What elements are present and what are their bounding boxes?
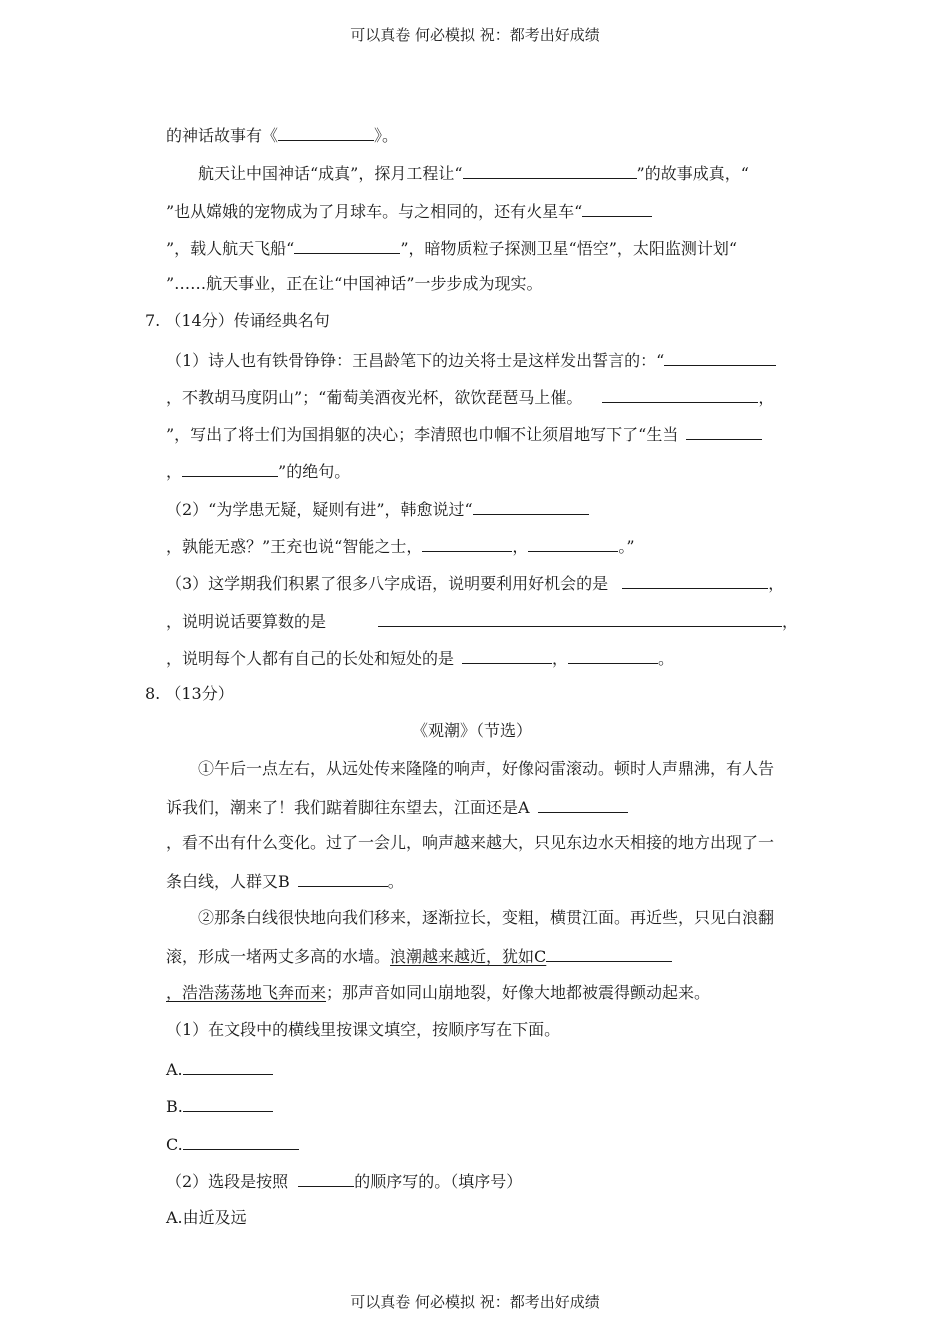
- q7-part1-text: ，: [166, 462, 183, 481]
- q7-part2-line2: [166, 535, 635, 557]
- passage-line: ，看不出有什么变化。过了一会儿，响声越来越大，只见东边水天相接的地方出现了一: [166, 833, 775, 852]
- answer-blank[interactable]: [182, 460, 278, 477]
- q6-line-5-text: ”……航天事业，正在让“中国神话”一步步成为现实。: [166, 274, 543, 293]
- q6-line-4-text: ”，载人航天飞船“: [166, 239, 295, 258]
- q7-part2-end: 。”: [618, 537, 635, 556]
- answer-blank-a[interactable]: [538, 796, 628, 813]
- q7-part1-text: （1）诗人也有铁骨铮铮：王昌龄笔下的边关将士是这样发出誓言的：“: [166, 351, 665, 370]
- passage-text-end: 。: [387, 872, 404, 891]
- q7-part3-comma: ，: [552, 649, 569, 668]
- q6-line-5: [166, 274, 543, 294]
- answer-blank[interactable]: [378, 610, 782, 627]
- passage-line: [166, 870, 404, 892]
- passage-line: [166, 983, 710, 1003]
- q6-line-2: [198, 162, 749, 184]
- q7-part2-text: ，孰能无惑？”王充也说“智能之士，: [166, 537, 423, 556]
- answer-blank[interactable]: [582, 200, 652, 217]
- q7-part3-text: （3）这学期我们积累了很多八字成语，说明要利用好机会的是: [166, 574, 609, 593]
- underlined-text: 浪潮越来越近，犹如C: [390, 947, 547, 966]
- answer-blank[interactable]: [568, 647, 658, 664]
- q8-part2-text: （2）选段是按照: [166, 1172, 289, 1191]
- q7-part1-end: ”的绝句。: [278, 462, 351, 481]
- q7-part1-comma: ，: [758, 388, 775, 407]
- q7-part3-line2: [166, 610, 798, 632]
- q6-line-3-text: ”也从嫦娥的宠物成为了月球车。与之相同的，还有火星车“: [166, 202, 583, 221]
- q6-line-2-end: ”的故事成真，“: [636, 164, 749, 183]
- q7-part1-line4: [166, 460, 350, 482]
- passage-line: [166, 945, 672, 967]
- answer-blank[interactable]: [473, 498, 589, 515]
- answer-blank[interactable]: [602, 386, 758, 403]
- answer-blank[interactable]: [664, 349, 776, 366]
- q7-part3-end: 。: [658, 649, 675, 668]
- passage-text: 滚，形成一堵两丈多高的水墙。: [166, 947, 391, 966]
- answer-blank-b[interactable]: [298, 870, 388, 887]
- answer-blank[interactable]: [462, 647, 552, 664]
- q7-part2-line1: [166, 498, 589, 520]
- page-footer: 可以真卷 何必模拟 祝：都考出好成绩: [350, 1293, 600, 1311]
- q7-title: 7. （14分）传诵经典名句: [145, 311, 330, 330]
- q7-part3-text: ，说明说话要算数的是: [166, 612, 327, 631]
- option-label-c: C.: [166, 1135, 183, 1154]
- passage-line: ①午后一点左右，从远处传来隆隆的响声，好像闷雷滚动。顿时人声鼎沸，有人告: [198, 759, 775, 778]
- q6-line-4: [166, 237, 737, 259]
- q8-answer-b: [166, 1095, 273, 1117]
- q8-part2-prompt: [166, 1170, 522, 1192]
- q7-part1-line1: [166, 349, 776, 371]
- q7-part3-comma: ，: [782, 612, 799, 631]
- passage-text: 诉我们，潮来了！我们踮着脚往东望去，江面还是A: [166, 798, 530, 817]
- q7-part1-text: ”，写出了将士们为国捐躯的决心；李清照也巾帼不让须眉地写下了“生当: [166, 425, 679, 444]
- answer-field-b[interactable]: [183, 1095, 273, 1112]
- q6-line-1-text: 的神话故事有《: [166, 126, 279, 145]
- option-label-a: A.: [166, 1060, 183, 1079]
- q7-part2-comma: ，: [512, 537, 529, 556]
- passage-title: 《观潮》（节选）: [412, 721, 533, 740]
- q7-part3-comma: ，: [768, 574, 785, 593]
- answer-field-a[interactable]: [183, 1058, 273, 1075]
- passage-text: 条白线，人群又B: [166, 872, 290, 891]
- q7-part3-line1: [166, 572, 784, 594]
- q6-line-1-end: 》。: [374, 126, 399, 145]
- answer-field-c[interactable]: [183, 1133, 299, 1150]
- q7-part2-text: （2）“为学患无疑，疑则有进”，韩愈说过“: [166, 500, 473, 519]
- q8-part2-end: 的顺序写的。（填序号）: [354, 1172, 523, 1191]
- answer-blank[interactable]: [294, 237, 400, 254]
- page-header: 可以真卷 何必模拟 祝：都考出好成绩: [350, 26, 600, 44]
- answer-blank[interactable]: [422, 535, 512, 552]
- q8-title: 8. （13分）: [145, 684, 234, 703]
- q8-answer-c: [166, 1133, 299, 1155]
- q6-line-3: [166, 200, 652, 222]
- choice-a[interactable]: A.由近及远: [166, 1208, 247, 1227]
- answer-blank[interactable]: [298, 1170, 354, 1187]
- q6-line-1: [166, 124, 398, 146]
- answer-blank[interactable]: [622, 572, 768, 589]
- q8-part1-prompt: （1）在文段中的横线里按课文填空，按顺序写在下面。: [166, 1020, 561, 1039]
- q7-part1-line2: [166, 386, 774, 408]
- passage-line: [166, 796, 628, 818]
- passage-text: ；那声音如同山崩地裂，好像大地都被震得颤动起来。: [326, 983, 711, 1002]
- option-label-b: B.: [166, 1097, 183, 1116]
- q7-part1-text: ，不教胡马度阴山”；“葡萄美酒夜光杯，欲饮琵琶马上催。: [166, 388, 583, 407]
- q8-answer-a: [166, 1058, 273, 1080]
- answer-blank-c[interactable]: [546, 945, 672, 962]
- q6-line-2-text: 航天让中国神话“成真”，探月工程让“: [198, 164, 463, 183]
- q7-part3-text: ，说明每个人都有自己的长处和短处的是: [166, 649, 455, 668]
- underlined-text: ，浩浩荡荡地飞奔而来: [166, 983, 327, 1002]
- answer-blank[interactable]: [278, 124, 374, 141]
- q6-line-4-end: ”，暗物质粒子探测卫星“悟空”，太阳监测计划“: [400, 239, 738, 258]
- passage-line: ②那条白线很快地向我们移来，逐渐拉长，变粗，横贯江面。再近些，只见白浪翻: [198, 908, 775, 927]
- q7-part3-line3: [166, 647, 674, 669]
- answer-blank[interactable]: [528, 535, 618, 552]
- answer-blank[interactable]: [463, 162, 637, 179]
- q7-part1-line3: [166, 423, 762, 445]
- answer-blank[interactable]: [686, 423, 762, 440]
